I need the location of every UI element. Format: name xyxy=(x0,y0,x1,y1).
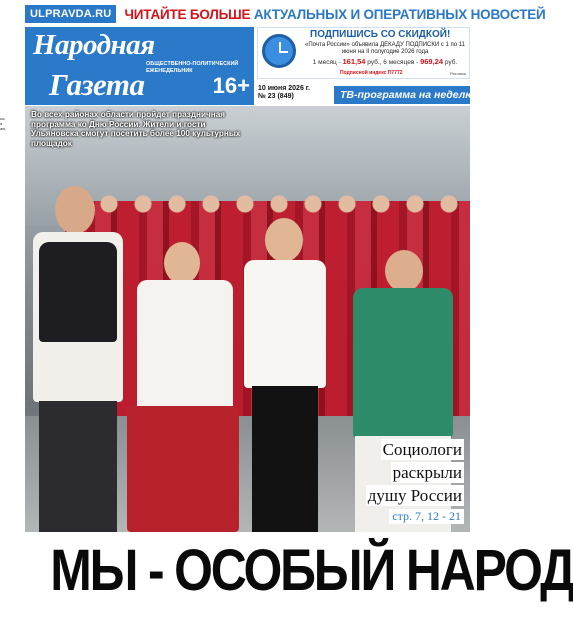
teaser-page-ref: стр. 7, 12 - 21 xyxy=(389,509,464,524)
masthead-title-line1: Народная xyxy=(33,29,155,61)
main-headline: МЫ - ОСОБЫЙ НАРОД xyxy=(50,538,573,603)
issue-date: 10 июня 2026 г. xyxy=(258,85,310,92)
teaser-headline xyxy=(338,438,464,507)
subscription-prices xyxy=(302,58,468,67)
teaser-line-2: раскрыли xyxy=(392,463,462,482)
teaser-line-1: Социологи xyxy=(382,440,462,459)
price-6-months-unit: руб. xyxy=(444,59,458,66)
price-6-months-value: 969,24 xyxy=(420,57,444,66)
tagline-blue: АКТУАЛЬНЫХ И ОПЕРАТИВНЫХ НОВОСТЕЙ xyxy=(253,6,546,22)
site-link[interactable]: ULPRAVDA.RU xyxy=(25,5,116,23)
masthead-title-line2: Газета xyxy=(49,67,145,102)
tv-program-link[interactable]: ТВ-программа на неделю xyxy=(334,86,470,104)
subscription-ad[interactable] xyxy=(257,27,470,79)
tagline-red: ЧИТАЙТЕ БОЛЬШЕ xyxy=(124,6,251,22)
issue-number: № 23 (849) xyxy=(258,93,294,100)
price-1-month-unit: руб., xyxy=(367,59,382,66)
performer-girl xyxy=(117,236,247,532)
subscription-index: Подписной индекс П7772 xyxy=(340,70,403,76)
photo-caption: Во всех районах области пройдет праздничная программа ко Дню России. Жители и гости Ульяновска смогут посетить более 100 культурных площадок xyxy=(31,110,241,148)
price-1-month-value: 161,54 xyxy=(342,57,366,66)
subscription-text: «Почта России» объявила ДЕКАДУ ПОДПИСКИ с 1 по 11 июня на II полугодие 2026 года xyxy=(305,42,465,55)
price-6-months-label: 6 месяцев - xyxy=(383,59,419,66)
top-banner xyxy=(25,4,546,24)
masthead-subtitle: ОБЩЕСТВЕННО-ПОЛИТИЧЕСКИЙ ЕЖЕНЕДЕЛЬНИК xyxy=(146,61,239,74)
sociology-teaser[interactable] xyxy=(338,438,464,525)
adjacent-page-fragment: ыс а аю, xyxy=(0,116,7,131)
subscription-title: ПОДПИШИСЬ СО СКИДКОЙ! xyxy=(310,29,451,40)
ad-label: Реклама xyxy=(449,71,466,76)
issue-info xyxy=(258,85,310,101)
performer-man-center xyxy=(230,216,340,532)
price-1-month-label: 1 месяц - xyxy=(312,59,341,66)
clock-icon xyxy=(262,34,296,68)
teaser-line-3: душу России xyxy=(367,486,462,505)
age-rating-badge: 16+ xyxy=(212,73,250,98)
masthead-logo xyxy=(25,27,254,105)
banner-tagline xyxy=(124,7,545,22)
